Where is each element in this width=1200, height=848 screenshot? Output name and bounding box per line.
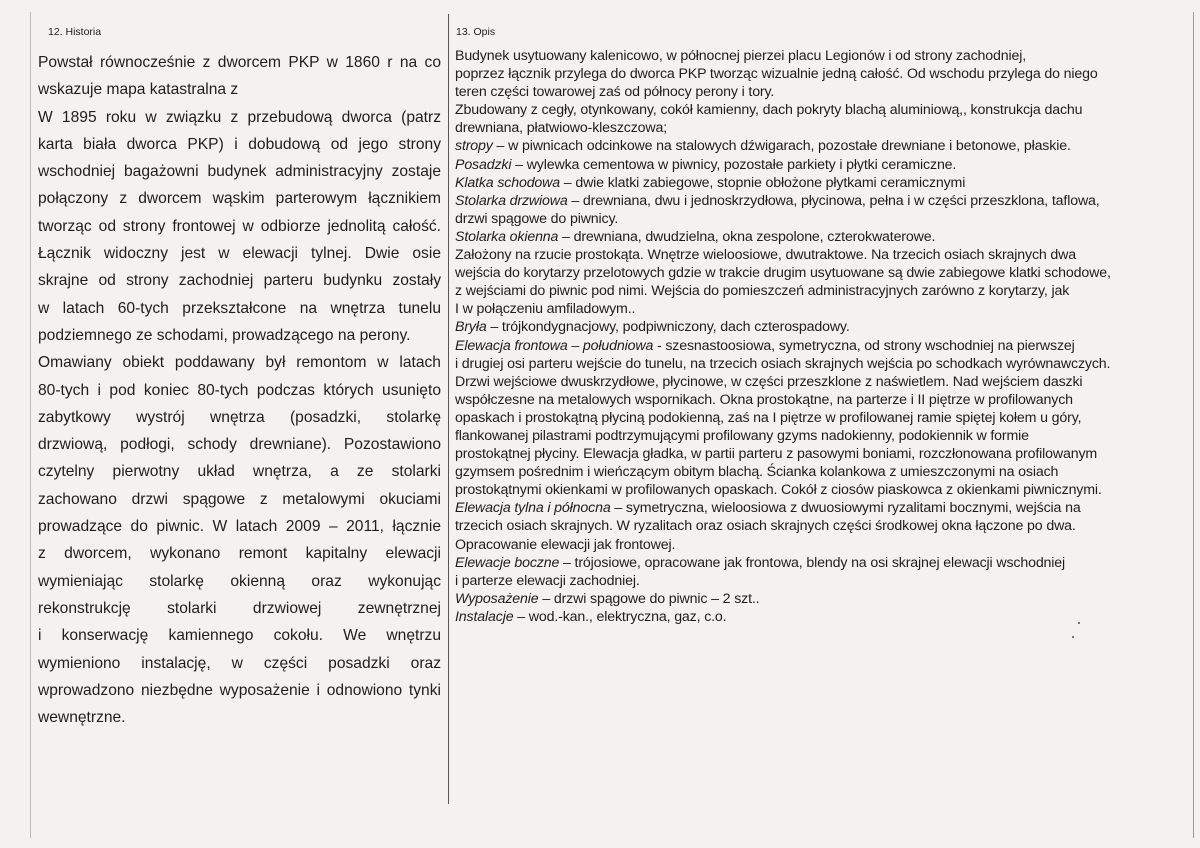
- line-text: – w piwnicach odcinkowe na stalowych dźwigarach, pozostałe drewniane i betonowe, płaskie.: [492, 138, 1071, 155]
- text-line: połączony z dworcem wąskim parterowym łącznikiem: [38, 190, 441, 208]
- opis-text: [455, 47, 1195, 626]
- text-line: [455, 210, 1195, 228]
- text-line: [455, 536, 1195, 554]
- text-line: wschodniej bagażowni budynek administracyjny zostaje: [38, 163, 441, 181]
- italic-term: Klatka schodowa: [455, 174, 561, 191]
- text-line: [455, 608, 1195, 626]
- text-line: [455, 409, 1195, 427]
- line-text: prostokątnymi okienkami w profilowanych opaskach. Cokół z ciosów piaskowca z okienkami piwnicznymi.: [455, 482, 1102, 499]
- italic-term: Elewacje boczne: [455, 554, 560, 571]
- text-line: W 1895 roku w związku z przebudową dworca (patrz: [38, 108, 441, 126]
- text-line: [455, 246, 1195, 264]
- line-text: Drzwi wejściowe dwuskrzydłowe, płycinowe, w części przeszklone z naświetlem. Nad wejściem daszki: [455, 373, 1083, 390]
- text-line: wymieniając stolarkę okienną oraz wykonując: [38, 572, 441, 590]
- text-line: [455, 590, 1195, 608]
- line-text: – drewniana, dwudzielna, okna zespolone, czterokwaterowe.: [558, 228, 936, 245]
- line-text: teren części towarowej zaś od północy perony i tory.: [455, 84, 775, 101]
- text-line: w latach 60-tych przekształcone na wnętrza tunelu: [38, 299, 441, 317]
- italic-term: Instalacje: [455, 608, 514, 625]
- text-line: podziemnego ze schodami, prowadzącego na perony.: [38, 326, 411, 344]
- text-line: [455, 427, 1195, 445]
- text-line: [455, 572, 1195, 590]
- scan-speck: [1078, 622, 1080, 624]
- text-line: 80-tych i pod koniec 80-tych podczas których usunięto: [38, 381, 441, 399]
- column-divider: [448, 14, 449, 804]
- text-line: [455, 47, 1195, 65]
- line-text: poprzez łącznik przylega do dworca PKP tworząc wizualnie jedną całość. Od wschodu przylega do niego: [455, 66, 1098, 83]
- text-line: drzwiową, podłogi, schody drewniane). Pozostawiono: [38, 436, 441, 454]
- line-text: – trójkondygnacjowy, podpiwniczony, dach czterospadowy.: [486, 319, 850, 336]
- text-line: [455, 174, 1195, 192]
- line-text: współczesne na metalowych wspornikach. Okna prostokątne, na parterze i II piętrze w profilowanych: [455, 391, 1073, 408]
- text-line: [455, 300, 1195, 318]
- text-line: [455, 192, 1195, 210]
- line-text: Budynek usytuowany kalenicowo, w północnej pierzei placu Legionów i od strony zachodniej,: [455, 48, 1027, 64]
- text-line: [455, 481, 1195, 499]
- text-line: [455, 156, 1195, 174]
- text-line: i konserwację kamiennego cokołu. We wnętrzu: [38, 627, 441, 645]
- line-text: – wylewka cementowa w piwnicy, pozostałe parkiety i płytki ceramiczne.: [511, 156, 957, 173]
- text-line: [455, 119, 1195, 137]
- text-line: [455, 337, 1195, 355]
- text-line: [455, 499, 1195, 517]
- line-text: Założony na rzucie prostokąta. Wnętrze wieloosiowe, dwutraktowe. Na trzecich osiach skrajnych dwa: [455, 247, 1077, 264]
- section-header-opis: 13. Opis: [456, 26, 496, 38]
- line-text: I w połączeniu amfiladowym..: [455, 301, 636, 318]
- italic-term: Stolarka drzwiowa: [455, 192, 568, 209]
- text-line: wskazuje mapa katastralna z: [38, 81, 239, 99]
- text-line: zabytkowy wystrój wnętrza (posadzki, stolarkę: [38, 408, 441, 426]
- text-line: [455, 517, 1195, 535]
- text-line: [455, 101, 1195, 119]
- line-text: prostokątnej płyciny. Elewacja gładka, w partii parteru z pasowymi boniami, rozczłonowana profilowanym: [455, 446, 1098, 463]
- text-line: [455, 65, 1195, 83]
- text-line: [455, 445, 1195, 463]
- line-text: - szesnastoosiowa, symetryczna, od strony wschodniej na pierwszej: [653, 337, 1075, 354]
- text-line: wewnętrzne.: [38, 709, 126, 727]
- scan-speck: [1072, 636, 1074, 638]
- text-line: Powstał równocześnie z dworcem PKP w 1860 r na co: [38, 54, 441, 71]
- text-line: [455, 228, 1195, 246]
- text-line: [455, 373, 1195, 391]
- text-line: z dworcem, wykonano remont kapitalny elewacji: [38, 545, 441, 563]
- text-line: [455, 355, 1195, 373]
- text-line: wymieniono instalację, w części posadzki oraz: [38, 654, 441, 672]
- text-line: Łącznik widoczny jest w elewacji tylnej. Dwie osie: [38, 245, 441, 263]
- text-line: wprowadzono niezbędne wyposażenie i odnowiono tynki: [38, 681, 441, 699]
- historia-text: [38, 49, 441, 731]
- line-text: i drugiej osi parteru wejście do tunelu, na trzecich osiach skrajnych wejścia po schodkach wyrównawczych.: [455, 355, 1111, 372]
- line-text: – drzwi spągowe do piwnic – 2 szt..: [538, 590, 760, 607]
- italic-term: Stolarka okienna: [455, 228, 559, 245]
- italic-term: Elewacja tylna i północna: [455, 500, 611, 517]
- line-text: flankowanej pilastrami podtrzymującymi profilowany gzyms nadokienny, podokiennik w formie: [455, 427, 1029, 444]
- line-text: – trójosiowe, opracowane jak frontowa, blendy na osi skrajnej elewacji wschodniej: [559, 554, 1066, 571]
- italic-term: Posadzki: [455, 156, 512, 173]
- text-line: zachowano drzwi spągowe z metalowymi okuciami: [38, 490, 441, 508]
- line-text: drzwi spągowe do piwnicy.: [455, 210, 619, 227]
- line-text: gzymsem pośrednim i wieńczącym obitym blachą. Ścianka kolankowa z umieszczonymi na osiach: [455, 464, 1059, 481]
- italic-term: Elewacja frontowa – południowa: [455, 337, 654, 354]
- text-line: czytelny pierwotny układ wnętrza, a ze stolarki: [38, 463, 441, 481]
- text-line: [455, 137, 1195, 155]
- text-line: Omawiany obiekt poddawany był remontom w latach: [38, 354, 441, 372]
- italic-term: Bryła: [455, 319, 487, 336]
- text-line: prowadzące do piwnic. W latach 2009 – 2011, łącznie: [38, 518, 441, 536]
- line-text: z wejściami do piwnic pod nimi. Wejścia do pomieszczeń administracyjnych zarówno z korytarzy, jak: [455, 283, 1070, 300]
- text-line: [455, 391, 1195, 409]
- line-text: opaskach i prostokątną płyciną podokienną, zaś na I piętrze w profilowanej ramie spiętej kołem u góry,: [455, 409, 1082, 426]
- text-line: [455, 282, 1195, 300]
- text-line: [455, 554, 1195, 572]
- text-line: [455, 318, 1195, 336]
- text-line: rekonstrukcję stolarki drzwiowej zewnętrznej: [38, 599, 441, 617]
- line-text: trzecich osiach skrajnych. W ryzalitach oraz osiach skrajnych części środkowej okna łączone po dwa.: [455, 518, 1076, 535]
- italic-term: stropy: [455, 138, 493, 155]
- text-line: skrajne od strony zachodniej parteru budynku zostały: [38, 272, 441, 290]
- text-line: karta biała dworca PKP) i dobudową od jego strony: [38, 135, 441, 153]
- line-text: drewniana, płatwiowo-kleszczowa;: [455, 120, 668, 137]
- italic-term: Wyposażenie: [455, 590, 539, 607]
- line-text: – wod.-kan., elektryczna, gaz, c.o.: [513, 608, 727, 625]
- text-line: [455, 463, 1195, 481]
- line-text: Zbudowany z cegły, otynkowany, cokół kamienny, dach pokryty blachą aluminiową,, konstrukcja dachu: [455, 102, 1083, 119]
- line-text: i parterze elewacji zachodniej.: [455, 572, 640, 589]
- line-text: – drewniana, dwu i jednoskrzydłowa, płycinowa, pełna i w części przeszklona, taflowa,: [567, 192, 1100, 209]
- text-line: [455, 264, 1195, 282]
- line-text: wejścia do korytarzy przelotowych gdzie w trakcie drugim usytuowane są dwie zabiegowe klatki schodowe,: [455, 265, 1111, 282]
- line-text: – dwie klatki zabiegowe, stopnie obłożone płytkami ceramicznymi: [560, 174, 966, 191]
- text-line: tworząc od strony frontowej w odbiorze jednolitą całość.: [38, 217, 441, 235]
- line-text: – symetryczna, wieloosiowa z dwuosiowymi ryzalitami bocznymi, wejścia na: [610, 500, 1081, 517]
- text-line: [455, 83, 1195, 101]
- section-header-historia: 12. Historia: [48, 26, 102, 38]
- line-text: Opracowanie elewacji jak frontowej.: [455, 536, 676, 553]
